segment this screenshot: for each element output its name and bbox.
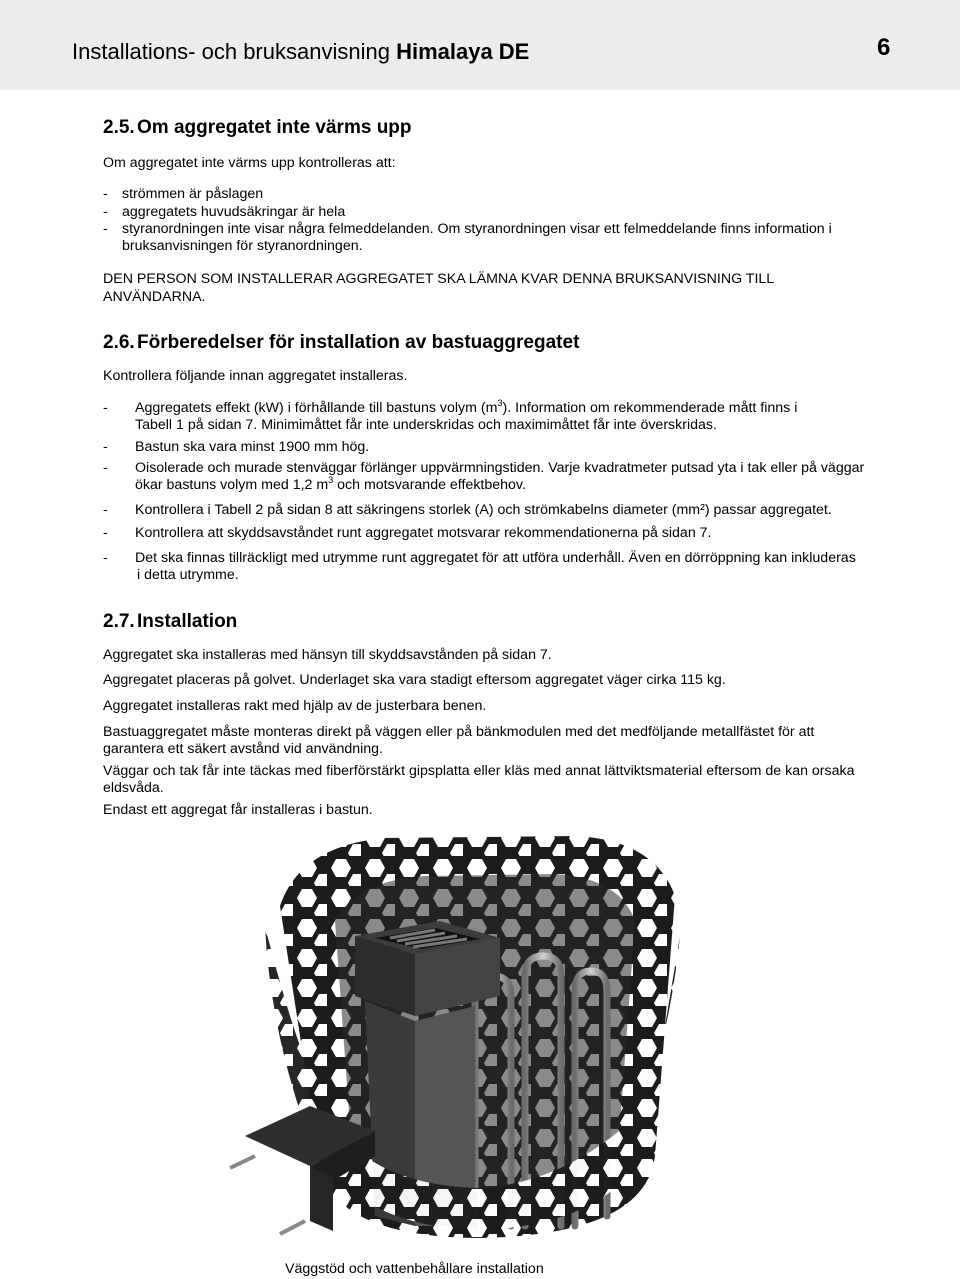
- list-item: Aggregatets effekt (kW) i förhållande till bastuns volym $(m^3)$. Information om rekommenderade mått finns i: [135, 398, 798, 416]
- notice-text: ANVÄNDARNA.: [103, 289, 206, 305]
- page-number: 6: [877, 34, 891, 61]
- paragraph: Aggregatet installeras rakt med hjälp av de justerbara benen.: [103, 698, 487, 714]
- section-heading-2-6: 2.6. Förberedelser för installation av bastuaggregatet: [103, 332, 580, 353]
- section-intro: Kontrollera följande innan aggregatet installeras.: [103, 368, 408, 384]
- paragraph: Bastuaggregatet måste monteras direkt på väggen eller på bänkmodulen med det medföljande metallfästet för att: [103, 724, 815, 740]
- figure-caption: Väggstöd och vattenbehållare installation: [285, 1261, 544, 1277]
- notice-text: DEN PERSON SOM INSTALLERAR AGGREGATET SKA LÄMNA KVAR DENNA BRUKSANVISNING TILL: [103, 271, 775, 287]
- paragraph: Aggregatet ska installeras med hänsyn till skyddsavstånden på sidan 7.: [103, 647, 552, 663]
- paragraph: Väggar och tak får inte täckas med fiberförstärkt gipsplatta eller kläs med annat lättviktsmaterial eftersom de kan orsaka: [103, 763, 855, 779]
- section-heading-2-5: 2.5. Om aggregatet inte värms upp: [103, 117, 412, 138]
- document-title: Installations- och bruksanvisning Himalaya DE: [72, 39, 530, 64]
- paragraph: Endast ett aggregat får installeras i bastun.: [103, 802, 373, 818]
- list-item: Det ska finnas tillräckligt med utrymme runt aggregatet för att utföra underhåll. Även en dörröppning kan inkluderas: [135, 550, 856, 566]
- section-intro: Om aggregatet inte värms upp kontrolleras att:: [103, 155, 396, 171]
- list-item-continuation: bruksanvisningen för styranordningen.: [122, 238, 363, 254]
- heater-installation-illustration: [225, 826, 725, 1246]
- list-item: styranordningen inte visar några felmeddelanden. Om styranordningen visar ett felmeddelande finns information i: [122, 221, 832, 237]
- list-item: strömmen är påslagen: [122, 186, 264, 202]
- paragraph-continuation: eldsvåda.: [103, 780, 164, 796]
- page-header: [0, 0, 960, 90]
- paragraph: Aggregatet placeras på golvet. Underlaget ska vara stadigt eftersom aggregatet väger cirka 115 kg.: [103, 672, 726, 688]
- section-heading-2-7: 2.7. Installation: [103, 611, 238, 632]
- list-item: Kontrollera att skyddsavståndet runt aggregatet motsvarar rekommendationerna på sidan 7.: [135, 525, 712, 541]
- list-item-continuation: Tabell 1 på sidan 7. Minimimåttet får inte underskridas och maximimåttet får inte överskridas.: [135, 417, 717, 433]
- paragraph-continuation: garantera ett säkert avstånd vid användning.: [103, 741, 383, 757]
- list-item: Kontrollera i Tabell 2 på sidan 8 att säkringens storlek (A) och strömkabelns diameter (mm²) passar aggregatet.: [135, 502, 832, 518]
- list-item-continuation: ökar bastuns volym med 1,2 $m^3$ och motsvarande effektbehov.: [135, 475, 526, 493]
- list-item: aggregatets huvudsäkringar är hela: [122, 204, 346, 220]
- list-item-continuation: i detta utrymme.: [137, 567, 239, 583]
- list-item: Bastun ska vara minst 1900 mm hög.: [135, 439, 370, 455]
- list-item: Oisolerade och murade stenväggar förlänger uppvärmningstiden. Varje kvadratmeter putsad yta i tak eller på väggar: [135, 460, 865, 476]
